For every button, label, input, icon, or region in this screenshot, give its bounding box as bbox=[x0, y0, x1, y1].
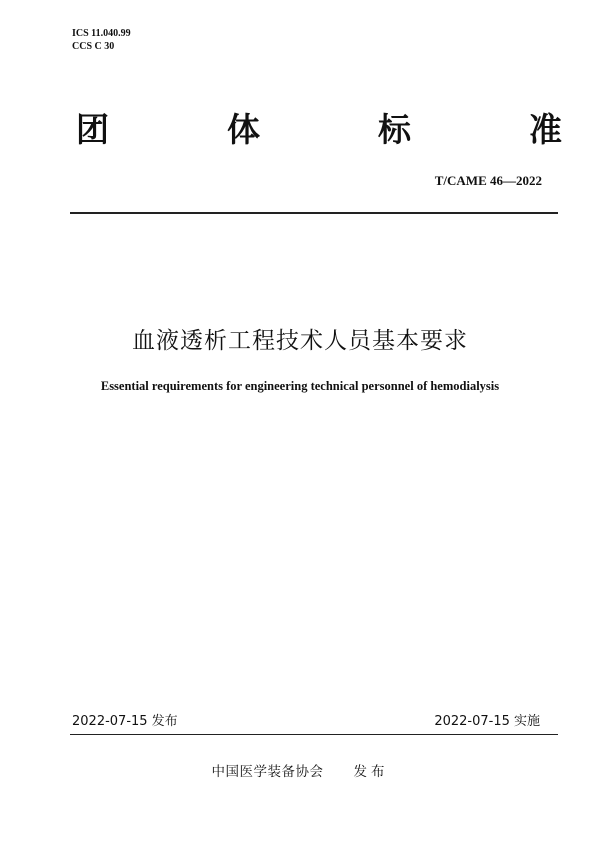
header-divider bbox=[70, 212, 558, 214]
ccs-code: CCS C 30 bbox=[72, 41, 115, 52]
title-chinese: 血液透析工程技术人员基本要求 bbox=[132, 328, 468, 354]
classification-codes bbox=[72, 27, 131, 53]
issuer-line bbox=[0, 763, 600, 781]
standard-type-char: 团 bbox=[76, 110, 109, 149]
standard-type-char: 体 bbox=[227, 110, 260, 149]
standard-type-heading bbox=[76, 108, 562, 152]
standard-number: T/CAME 46—2022 bbox=[434, 173, 542, 188]
implement-date: 2022-07-15 实施 bbox=[434, 714, 540, 729]
standard-type-char: 标 bbox=[378, 110, 411, 149]
ics-code: ICS 11.040.99 bbox=[72, 28, 131, 39]
issuing-organization: 中国医学装备协会 bbox=[211, 764, 324, 780]
issue-label: 发布 bbox=[353, 764, 389, 780]
title-english: Essential requirements for engineering technical personnel of hemodialysis bbox=[100, 379, 500, 393]
publish-date: 2022-07-15 发布 bbox=[72, 714, 178, 729]
footer-divider bbox=[70, 734, 558, 735]
standard-type-char: 准 bbox=[529, 110, 562, 149]
